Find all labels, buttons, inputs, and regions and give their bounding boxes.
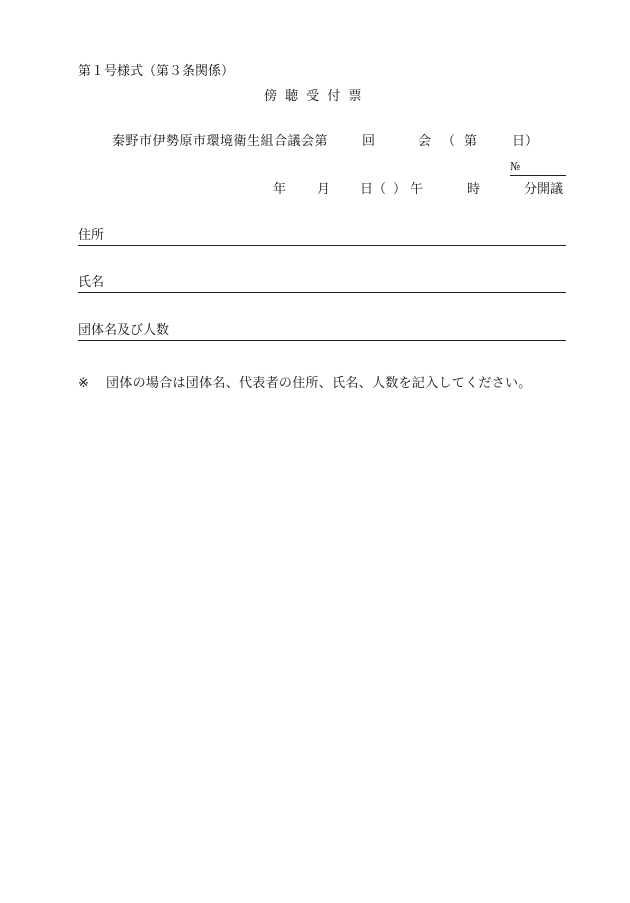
address-label: 住所 <box>78 228 105 243</box>
date-hour: 時 <box>467 182 481 197</box>
note-mark: ※ <box>78 376 89 391</box>
group-label: 団体名及び人数 <box>78 323 170 338</box>
date-minute: 分開議 <box>524 182 564 197</box>
date-ampm: 午 <box>410 182 424 197</box>
form-label: 第１号様式（第３条関係） <box>78 64 235 79</box>
council-kai2: 会 <box>418 134 432 149</box>
address-field[interactable] <box>78 228 566 246</box>
name-field[interactable] <box>78 275 566 293</box>
council-paren: （ <box>442 134 456 149</box>
date-month: 月 <box>317 182 331 197</box>
group-field[interactable] <box>78 323 566 341</box>
page-title: 傍 聴 受 付 票 <box>264 89 364 104</box>
date-day: 日 <box>360 182 374 197</box>
council-prefix: 秦野市伊勢原市環境衛生組合議会第 <box>112 134 329 149</box>
number-label: № <box>510 160 521 173</box>
number-field[interactable] <box>510 159 566 176</box>
note-text: 団体の場合は団体名、代表者の住所、氏名、人数を記入してください。 <box>106 376 532 391</box>
date-paren-close: ） <box>393 182 407 197</box>
date-paren-open: （ <box>373 182 387 197</box>
council-day: 日） <box>512 134 539 149</box>
name-label: 氏名 <box>78 275 105 290</box>
date-year: 年 <box>273 182 287 197</box>
council-kai: 回 <box>362 134 376 149</box>
council-dai: 第 <box>464 134 478 149</box>
